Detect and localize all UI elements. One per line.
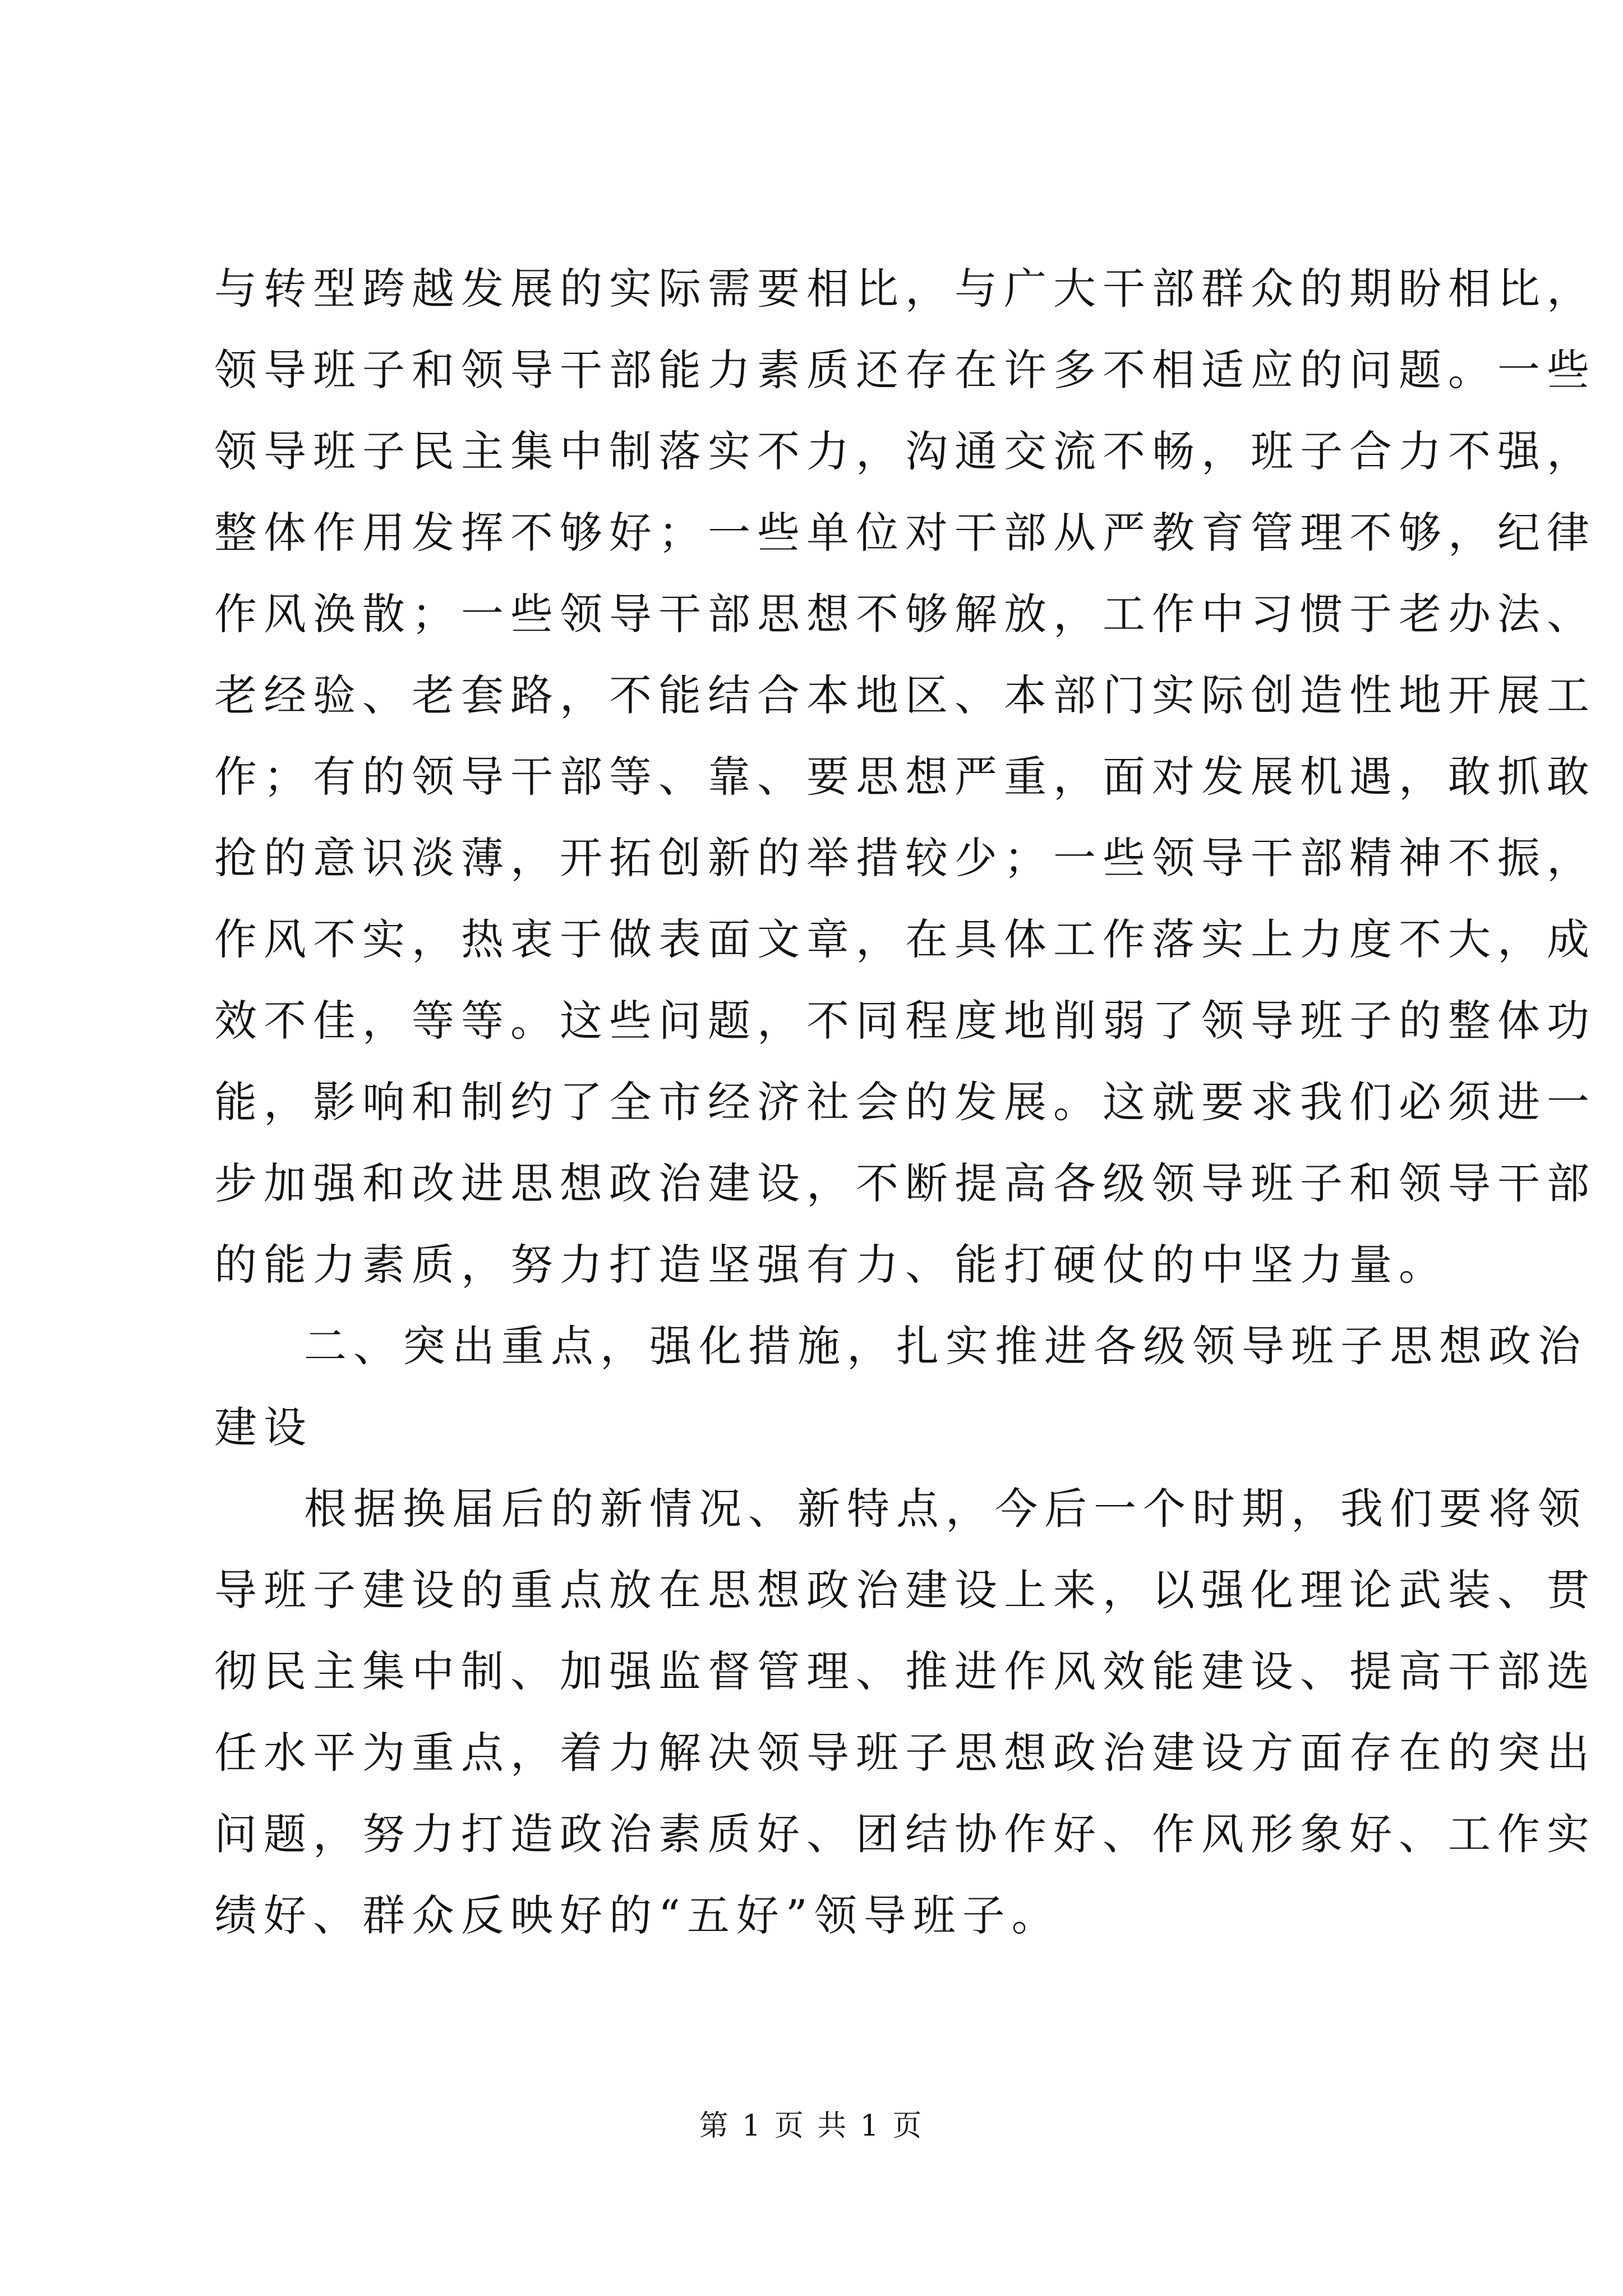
text-line: 能，影响和制约了全市经济社会的发展。这就要求我们必须进一 bbox=[214, 1077, 1596, 1127]
paragraph-start: 根据换届后的新情况、新特点，今后一个时期，我们要将领 bbox=[304, 1484, 1587, 1534]
text-line: 步加强和改进思想政治建设，不断提高各级领导班子和领导干部 bbox=[214, 1158, 1596, 1208]
text-line: 导班子建设的重点放在思想政治建设上来，以强化理论武装、贯 bbox=[214, 1565, 1596, 1615]
text-line: 绩好、群众反映好的“五好”领导班子。 bbox=[214, 1890, 1061, 1940]
section-heading: 二、突出重点，强化措施，扎实推进各级领导班子思想政治 bbox=[304, 1321, 1587, 1371]
page-number-footer: 第 1 页 共 1 页 bbox=[699, 2109, 924, 2143]
text-line: 领导班子和领导干部能力素质还存在许多不相适应的问题。一些 bbox=[214, 345, 1596, 395]
text-line: 抢的意识淡薄，开拓创新的举措较少；一些领导干部精神不振， bbox=[214, 833, 1596, 883]
text-line: 作风涣散；一些领导干部思想不够解放，工作中习惯于老办法、 bbox=[214, 589, 1596, 639]
text-line: 作；有的领导干部等、靠、要思想严重，面对发展机遇，敢抓敢 bbox=[214, 752, 1596, 802]
text-line: 任水平为重点，着力解决领导班子思想政治建设方面存在的突出 bbox=[214, 1728, 1596, 1778]
text-line: 与转型跨越发展的实际需要相比，与广大干部群众的期盼相比， bbox=[214, 264, 1596, 314]
text-line: 效不佳，等等。这些问题，不同程度地削弱了领导班子的整体功 bbox=[214, 996, 1596, 1046]
text-line: 作风不实，热衷于做表面文章，在具体工作落实上力度不大，成 bbox=[214, 914, 1596, 964]
text-line: 问题，努力打造政治素质好、团结协作好、作风形象好、工作实 bbox=[214, 1809, 1596, 1859]
text-line: 整体作用发挥不够好；一些单位对干部从严教育管理不够，纪律 bbox=[214, 508, 1596, 558]
document-body bbox=[214, 248, 1596, 1956]
text-line: 领导班子民主集中制落实不力，沟通交流不畅，班子合力不强， bbox=[214, 426, 1596, 476]
text-line: 老经验、老套路，不能结合本地区、本部门实际创造性地开展工 bbox=[214, 670, 1596, 720]
text-line: 彻民主集中制、加强监督管理、推进作风效能建设、提高干部选 bbox=[214, 1646, 1596, 1696]
section-heading-continued: 建设 bbox=[214, 1402, 313, 1452]
text-line: 的能力素质，努力打造坚强有力、能打硬仗的中坚力量。 bbox=[214, 1240, 1448, 1290]
